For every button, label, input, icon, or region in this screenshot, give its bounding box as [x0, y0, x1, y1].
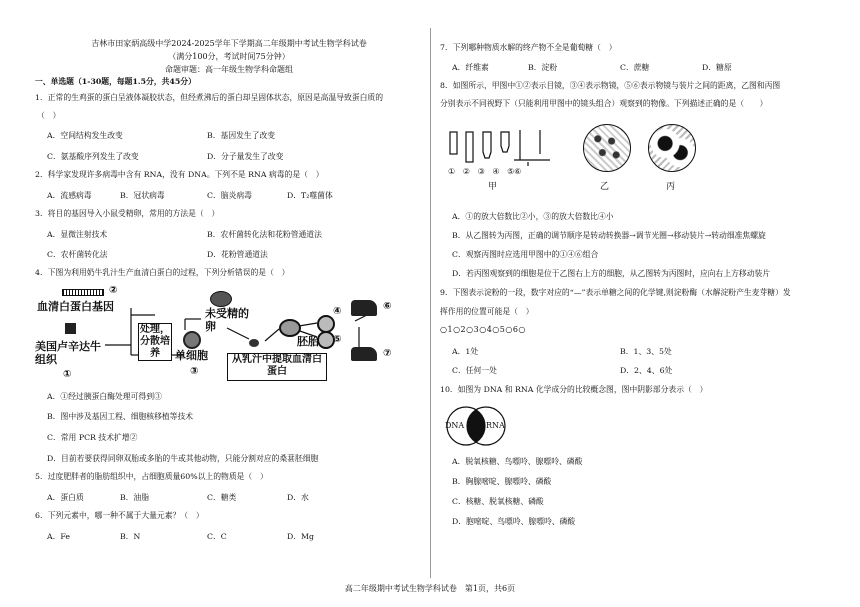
- q5-option-b[interactable]: B．油脂: [120, 493, 150, 502]
- q6-stem: 6．下列元素中，哪一种不属于大量元素？（ ）: [35, 511, 204, 520]
- q2-stem: 2．科学家发现许多病毒中含有 RNA，没有 DNA。下列不是 RNA 病毒的是（ ）: [35, 170, 324, 179]
- oocyte-icon: [210, 291, 232, 307]
- q6-option-d[interactable]: D．Mg: [287, 532, 315, 541]
- fig-bing: 丙: [666, 182, 676, 192]
- q5-option-a[interactable]: A．蛋白质: [47, 493, 84, 502]
- q8-stem: 8．如图所示，甲图中①②表示目镜，③④表示物镜，⑤⑥表示物镜与装片之间的距离，乙图和丙图: [440, 81, 781, 90]
- lens-numbers: ① ② ③ ④ ⑤⑥: [448, 167, 522, 176]
- q8-stem-2: 分别表示不同视野下（只能利用甲图中的镜头组合）观察到的物像。下列描述正确的是（ ）: [440, 99, 768, 108]
- q4-option-b[interactable]: B．图中涉及基因工程、细胞核移植等技术: [47, 412, 194, 421]
- q9-option-d[interactable]: D．2、4、6处: [620, 366, 673, 375]
- fig-jia: 甲: [488, 182, 498, 192]
- fig-num-6: ⑥: [383, 301, 392, 312]
- exam-score-time: （满分100分，考试时间75分钟）: [168, 52, 290, 61]
- venn-rna: RNA: [486, 421, 505, 430]
- fig-embryo: 胚胎: [297, 335, 319, 348]
- q8-option-d[interactable]: D．若丙图观察到的细胞是位于乙图右上方的细胞，从乙图转为丙图时，应向右上方移动装片: [452, 269, 771, 278]
- fig-num-2: ②: [109, 285, 118, 296]
- q7-option-d[interactable]: D．糖原: [702, 63, 732, 72]
- q9-option-b[interactable]: B．1、3、5处: [620, 347, 672, 356]
- q9-option-c[interactable]: C．任何一处: [452, 366, 497, 375]
- q8-option-a[interactable]: A．①的放大倍数比②小，③的放大倍数比④小: [452, 212, 614, 221]
- extract-box: 从乳汁中提取血清白蛋白: [227, 353, 327, 381]
- q4-option-d[interactable]: D．目前若要获得同卵双胎或多胎的牛或其他动物，只能分割对应的桑葚胚细胞: [47, 454, 319, 463]
- q1-option-a[interactable]: A．空间结构发生改变: [47, 131, 123, 140]
- q4-option-c[interactable]: C．常用 PCR 技术扩增②: [47, 433, 138, 442]
- q6-option-a[interactable]: A．Fe: [47, 532, 71, 541]
- q5-option-d[interactable]: D．水: [287, 493, 309, 502]
- section-title: 一、单选题（1-30题，每题1.5分，共45分）: [35, 77, 196, 86]
- q4-figure: [35, 283, 423, 383]
- q5-stem: 5．过度肥胖者的脂肪组织中，占细胞质量60%以上的物质是（ ）: [35, 472, 268, 481]
- q5-option-c[interactable]: C．糖类: [207, 493, 237, 502]
- view-bing-icon: [648, 124, 696, 172]
- q10-option-b[interactable]: B．胸腺嘧啶、腺嘌呤、磷酸: [452, 477, 552, 486]
- q3-option-b[interactable]: B．农杆菌转化法和花粉管通道法: [207, 230, 322, 239]
- q10-option-a[interactable]: A．脱氧核糖、鸟嘌呤、腺嘌呤、磷酸: [452, 457, 583, 466]
- fig-num-7: ⑦: [383, 348, 392, 359]
- q6-option-b[interactable]: B．N: [120, 532, 141, 541]
- fig-single-cell: 单细胞: [175, 349, 208, 362]
- q2-option-c[interactable]: C．脑炎病毒: [207, 191, 252, 200]
- starch-chain: ○1○2○3○4○5○6○: [440, 325, 526, 334]
- q4-stem: 4．下图为利用奶牛乳汁生产血清白蛋白的过程，下列分析错误的是（ ）: [35, 268, 290, 277]
- cow-calf-icon: [351, 347, 377, 361]
- process-box: 处理，分散培养: [140, 324, 170, 359]
- page-footer: 高二年级期中考试生物学科试卷 第1页，共6页: [344, 584, 516, 593]
- exam-author: 命题审题：高一年级生物学科命题组: [165, 65, 293, 74]
- q1-option-d[interactable]: D．分子量发生了改变: [207, 152, 284, 161]
- q4-option-a[interactable]: A．①经过胰蛋白酶处理可得到③: [47, 392, 162, 401]
- q3-option-d[interactable]: D．花粉管通道法: [207, 250, 268, 259]
- exam-header: [35, 37, 423, 76]
- q10-stem: 10．如图为 DNA 和 RNA 化学成分的比较概念图，图中阴影部分表示（ ）: [440, 385, 708, 394]
- venn-diagram: [442, 404, 512, 448]
- q3-option-c[interactable]: C．农杆菌转化法: [47, 250, 108, 259]
- q7-option-c[interactable]: C．蔗糖: [620, 63, 650, 72]
- tissue-square-icon: [65, 323, 76, 334]
- venn-dna: DNA: [445, 421, 465, 430]
- q7-option-b[interactable]: B．淀粉: [528, 63, 558, 72]
- q9-stem: 9．下图表示淀粉的一段，数字对应的“—”表示单糖之间的化学键,则淀粉酶（水解淀粉产生麦芽糖）发: [440, 288, 791, 297]
- cow-icon: [351, 300, 377, 316]
- q10-option-d[interactable]: D．胞嘧啶、鸟嘌呤、腺嘌呤、磷酸: [452, 517, 576, 526]
- q8-figure: [440, 118, 835, 198]
- fig-num-5: ⑤: [333, 334, 342, 345]
- q2-option-d[interactable]: D．T₂噬菌体: [287, 191, 333, 200]
- egg-icon: [249, 339, 259, 347]
- q2-option-b[interactable]: B．冠状病毒: [120, 191, 165, 200]
- q8-option-c[interactable]: C．观察丙图时应选用甲图中的①④⑥组合: [452, 250, 599, 259]
- microscope-lenses-icon: [440, 118, 835, 198]
- q1-stem-end: （ ）: [37, 111, 61, 120]
- q2-option-a[interactable]: A．流感病毒: [47, 191, 92, 200]
- column-divider: [430, 28, 431, 578]
- view-yi-icon: [583, 124, 631, 172]
- q9-stem-2: 挥作用的位置可能是（ ）: [440, 307, 534, 316]
- q3-option-a[interactable]: A．显微注射技术: [47, 230, 108, 239]
- fig-gene-label: 血清白蛋白基因: [37, 300, 114, 313]
- fig-num-4: ④: [333, 306, 342, 317]
- exam-title: 吉林市田家炳高级中学2024-2025学年下学期高二年级期中考试生物学科试卷: [91, 39, 367, 48]
- fig-yi: 乙: [600, 182, 610, 192]
- q7-stem: 7．下列哪种物质水解的终产物不全是葡萄糖（ ）: [440, 43, 617, 52]
- q7-option-a[interactable]: A．纤维素: [452, 63, 489, 72]
- q1-option-c[interactable]: C．氨基酸序列发生了改变: [47, 152, 139, 161]
- fig-num-3: ③: [190, 366, 199, 377]
- q10-option-c[interactable]: C．核糖、脱氧核糖、磷酸: [452, 497, 544, 506]
- q1-option-b[interactable]: B．基因发生了改变: [207, 131, 276, 140]
- q6-option-c[interactable]: C．C: [207, 532, 227, 541]
- fig-num-1: ①: [63, 369, 72, 380]
- fig-cow-tissue: 美国卢辛达牛组织: [35, 340, 101, 366]
- single-cell-icon: [183, 331, 201, 349]
- q1-stem: 1．正常的生鸡蛋的蛋白呈液体凝胶状态，但经煮沸后的蛋白却呈固体状态，原因是高温导致蛋白质的: [35, 93, 384, 102]
- fig-oocyte: 未受精的卵: [205, 307, 249, 333]
- q3-stem: 3．将目的基因导入小鼠受精卵，常用的方法是（ ）: [35, 209, 220, 218]
- q8-option-b[interactable]: B．从乙图转为丙图，正确的调节顺序是转动转换器→调节光圈→移动装片→转动细准焦螺旋: [452, 231, 766, 240]
- q9-option-a[interactable]: A．1处: [452, 347, 479, 356]
